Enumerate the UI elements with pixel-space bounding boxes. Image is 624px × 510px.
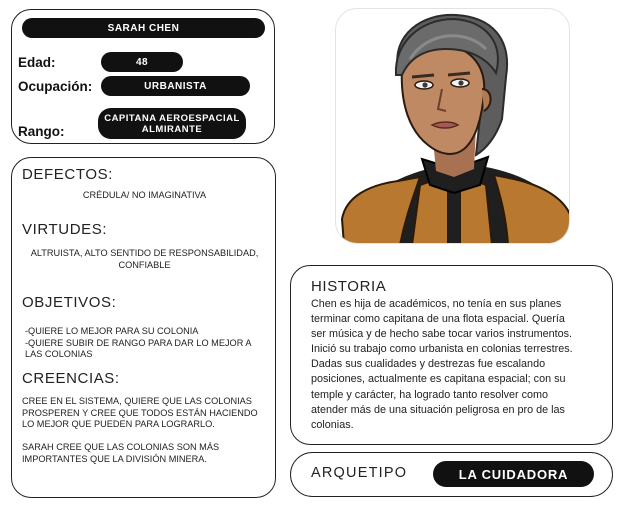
beliefs-spacer xyxy=(22,431,272,443)
portrait-illustration-icon xyxy=(336,9,570,244)
virtues-title: VIRTUDES: xyxy=(22,221,108,238)
history-line: ser música y de hecho sabe tocar varios instrumentos. xyxy=(311,328,573,341)
history-line: terminar como capitana de una flota espacial. Quería xyxy=(311,313,565,326)
beliefs-line3: LO MEJOR QUE PUEDEN PARA LOGRARLO. xyxy=(22,419,215,429)
history-line: atender más de una situación peligrosa en pro de las xyxy=(311,403,565,416)
beliefs-line1: CREE EN EL SISTEMA, QUIERE QUE LAS COLONIAS xyxy=(22,396,252,406)
age-label: Edad: xyxy=(18,55,56,70)
beliefs-line4: SARAH CREE QUE LAS COLONIAS SON MÁS xyxy=(22,442,220,452)
profile-card xyxy=(11,9,275,144)
beliefs-text xyxy=(22,396,272,465)
archetype-label: ARQUETIPO xyxy=(311,465,408,481)
virtues-line1: ALTRUISTA, ALTO SENTIDO DE RESPONSABILIDAD, xyxy=(30,248,259,258)
occupation-label: Ocupación: xyxy=(18,79,93,94)
archetype-value: LA CUIDADORA xyxy=(433,461,594,487)
right-brow xyxy=(448,73,470,75)
history-line: temple y carácter, ha logrado tanto resolver como xyxy=(311,388,549,401)
traits-card xyxy=(11,157,276,498)
left-brow xyxy=(412,75,434,77)
virtues-text xyxy=(20,248,269,271)
occupation-value: URBANISTA xyxy=(101,76,250,96)
rank-value-line2: ALMIRANTE xyxy=(141,123,203,135)
history-title: HISTORIA xyxy=(311,278,387,295)
rank-value xyxy=(98,108,246,139)
portrait-frame xyxy=(335,8,570,244)
goals-line2: -QUIERE SUBIR DE RANGO PARA DAR LO MEJOR A xyxy=(25,337,252,348)
history-line: Dadas sus cualidades y destrezas fue escalando xyxy=(311,358,546,371)
history-line: colonias. xyxy=(311,418,354,431)
mouth xyxy=(432,122,458,128)
face xyxy=(402,45,484,154)
name-badge: SARAH CHEN xyxy=(22,18,265,38)
archetype-card xyxy=(290,452,613,497)
rank-label: Rango: xyxy=(18,124,65,139)
beliefs-line5: IMPORTANTES QUE LA DIVISIÓN MINERA. xyxy=(22,453,207,464)
history-card xyxy=(290,265,613,445)
beliefs-line2: PROSPEREN Y CREE QUE TODOS ESTÁN HACIENDO xyxy=(22,407,258,418)
history-line: posiciones, actualmente es capitana espacial; con su xyxy=(311,373,566,386)
goals-text xyxy=(25,326,270,361)
history-line: Inició su trabajo como urbanista en colonias terrestres. xyxy=(311,343,573,356)
history-line: Chen es hija de académicos, no tenía en sus planes xyxy=(311,298,562,310)
beliefs-title: CREENCIAS: xyxy=(22,370,120,387)
goals-line3: LAS COLONIAS xyxy=(25,349,93,359)
defects-text: CRÉDULA/ NO IMAGINATIVA xyxy=(82,190,207,200)
history-text xyxy=(311,297,607,433)
goals-title: OBJETIVOS: xyxy=(22,294,117,311)
age-value: 48 xyxy=(101,52,183,72)
defects-title: DEFECTOS: xyxy=(22,166,113,183)
virtues-line2: CONFIABLE xyxy=(118,259,171,270)
goals-line1: -QUIERE LO MEJOR PARA SU COLONIA xyxy=(25,326,199,336)
rank-value-line1: CAPITANA AEROESPACIAL xyxy=(104,112,240,124)
